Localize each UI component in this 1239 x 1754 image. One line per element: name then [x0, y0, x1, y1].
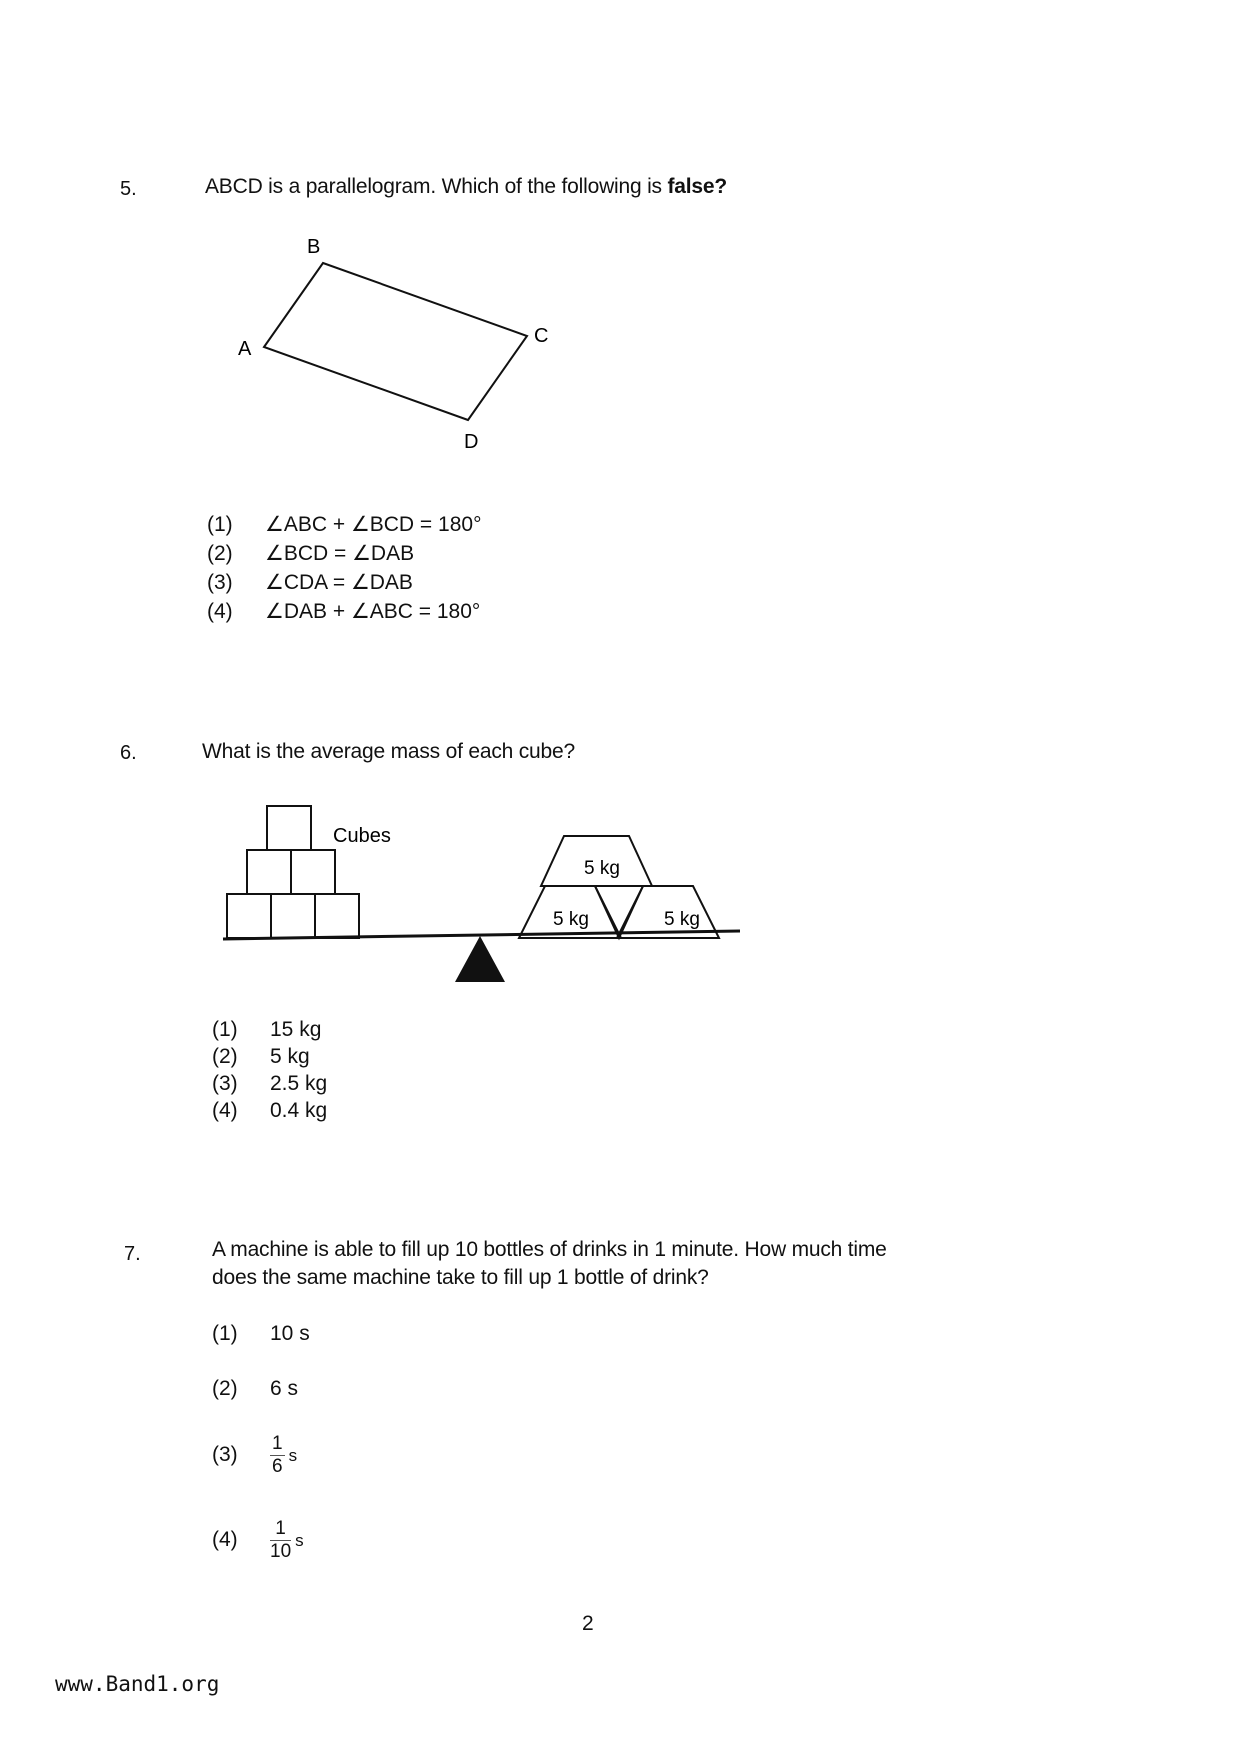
q7-option-3-numerator: 1	[272, 1433, 283, 1454]
q5-option-1-number: (1)	[207, 513, 233, 536]
q7-option-3-number: (3)	[212, 1443, 238, 1467]
q7-option-2-text: 6 s	[270, 1377, 299, 1400]
cubes-label: Cubes	[333, 825, 391, 847]
fulcrum	[455, 936, 505, 982]
q6-option-2[interactable]	[212, 1045, 310, 1069]
q5-option-4-number: (4)	[207, 600, 233, 623]
q7-option-4-number: (4)	[212, 1528, 238, 1552]
q5-option-2[interactable]	[207, 541, 414, 566]
parallelogram-abcd	[264, 263, 527, 420]
q7-option-4-denominator: 10	[270, 1541, 292, 1562]
cube	[267, 806, 311, 850]
q6-option-1-number: (1)	[212, 1018, 238, 1041]
question-5-text-main: ABCD is a parallelogram. Which of the following is	[205, 175, 668, 198]
q6-option-3-number: (3)	[212, 1072, 238, 1095]
question-6-text: What is the average mass of each cube?	[202, 740, 575, 763]
balance-diagram	[215, 800, 755, 1000]
q5-option-2-number: (2)	[207, 542, 233, 565]
q7-option-4-numerator: 1	[270, 1518, 291, 1541]
cube	[315, 894, 359, 938]
q7-option-3-denominator: 6	[272, 1456, 283, 1477]
q6-option-1[interactable]	[212, 1018, 321, 1042]
q6-option-3[interactable]	[212, 1072, 327, 1096]
q5-option-4[interactable]	[207, 599, 480, 624]
question-5-text	[205, 175, 727, 199]
question-6-number: 6.	[120, 742, 137, 764]
question-7-number: 7.	[124, 1243, 141, 1265]
question-7-text-line-1: A machine is able to fill up 10 bottles of drinks in 1 minute. How much time	[212, 1238, 887, 1261]
vertex-a-label: A	[238, 338, 252, 360]
q5-option-4-text: ∠DAB + ∠ABC = 180°	[265, 600, 481, 623]
q6-option-1-text: 15 kg	[270, 1018, 322, 1041]
question-5-number: 5.	[120, 178, 137, 200]
q5-option-3[interactable]	[207, 570, 413, 595]
weight-left-label: 5 kg	[553, 909, 589, 930]
vertex-d-label: D	[464, 431, 479, 453]
weight-right-label: 5 kg	[664, 909, 700, 930]
q5-option-3-number: (3)	[207, 571, 233, 594]
q6-option-3-text: 2.5 kg	[270, 1072, 328, 1095]
q6-option-4-number: (4)	[212, 1099, 238, 1122]
q7-option-1-number: (1)	[212, 1322, 238, 1345]
cube	[291, 850, 335, 894]
q5-option-3-text: ∠CDA = ∠DAB	[265, 571, 413, 594]
page-number: 2	[582, 1612, 594, 1635]
q7-option-3-unit: s	[288, 1445, 298, 1465]
q5-option-1[interactable]	[207, 512, 481, 537]
q5-option-2-text: ∠BCD = ∠DAB	[265, 542, 415, 565]
q7-option-3-fraction	[270, 1433, 285, 1478]
cube	[227, 894, 271, 938]
q6-option-2-number: (2)	[212, 1045, 238, 1068]
q7-option-2[interactable]	[212, 1377, 298, 1401]
weight-middle-inverted	[595, 886, 643, 938]
q7-option-4-unit: s	[295, 1530, 304, 1550]
q7-option-4[interactable]	[212, 1518, 304, 1563]
q6-option-4-text: 0.4 kg	[270, 1099, 328, 1122]
parallelogram-diagram	[220, 225, 560, 455]
cube	[271, 894, 315, 938]
weight-top-label: 5 kg	[584, 858, 620, 879]
q7-option-1-text: 10 s	[270, 1322, 310, 1345]
q7-option-2-number: (2)	[212, 1377, 238, 1400]
cube	[247, 850, 291, 894]
q5-option-1-text: ∠ABC + ∠BCD = 180°	[265, 513, 482, 536]
question-5-text-bold: false?	[667, 175, 727, 198]
q7-option-3[interactable]	[212, 1433, 297, 1478]
q6-option-2-text: 5 kg	[270, 1045, 310, 1068]
q6-option-4[interactable]	[212, 1099, 327, 1123]
q7-option-4-fraction	[270, 1518, 291, 1563]
footer-website: www.Band1.org	[55, 1672, 220, 1696]
vertex-c-label: C	[534, 325, 549, 347]
vertex-b-label: B	[307, 236, 321, 258]
q7-option-1[interactable]	[212, 1322, 310, 1346]
question-7-text-line-2: does the same machine take to fill up 1 bottle of drink?	[212, 1266, 709, 1289]
